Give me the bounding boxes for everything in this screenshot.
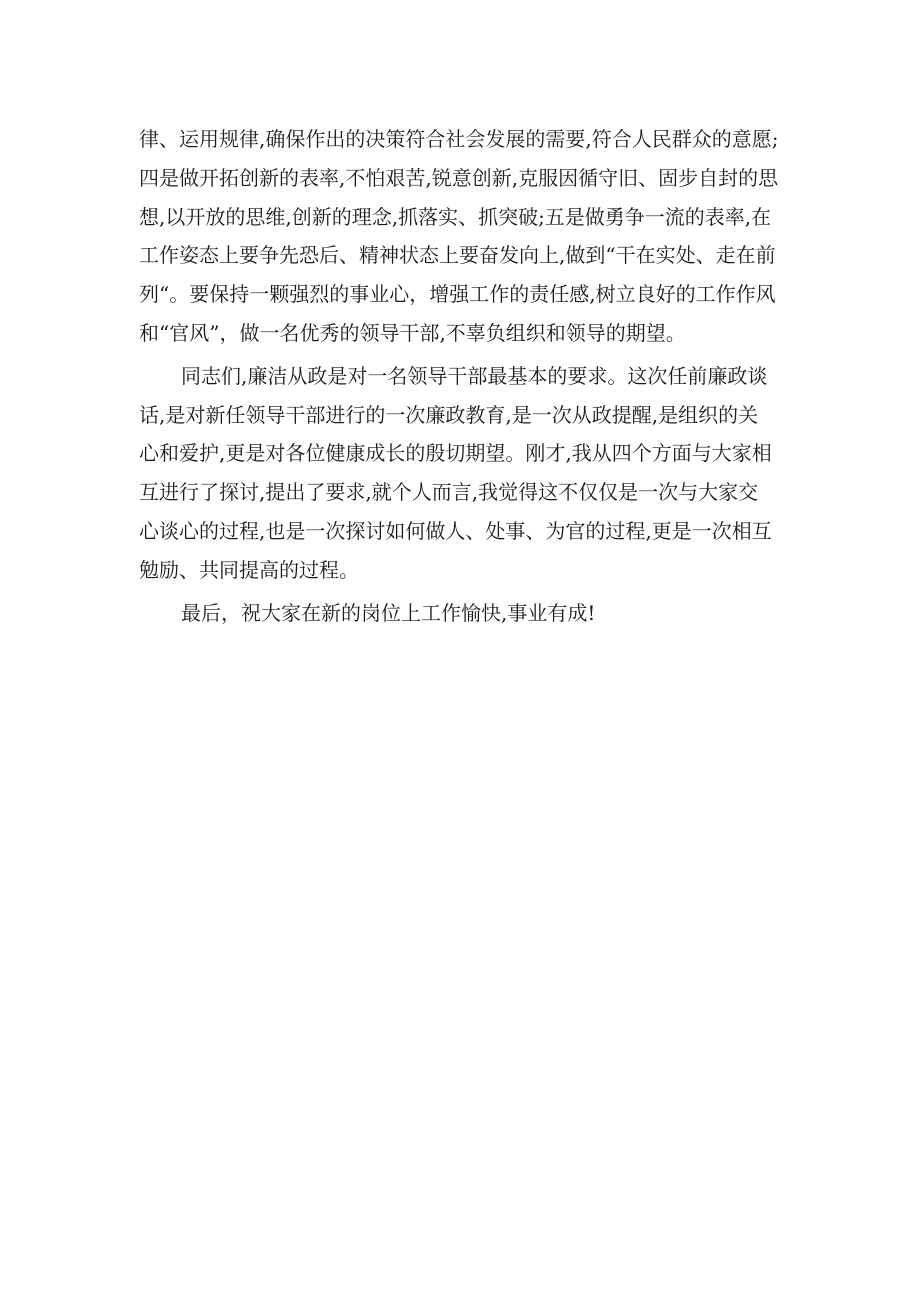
paragraph-line: 话,是对新任领导干部进行的一次廉政教育,是一次从政提醒,是组织的关 bbox=[139, 402, 759, 427]
paragraph-line: 同志们,廉洁从政是对一名领导干部最基本的要求。这次任前廉政谈 bbox=[181, 363, 768, 388]
paragraph-line: 互进行了探讨,提出了要求,就个人而言,我觉得这不仅仅是一次与大家交 bbox=[139, 480, 759, 505]
paragraph-1 bbox=[139, 120, 799, 353]
paragraph-line: 律、运用规律,确保作出的决策符合社会发展的需要,符合人民群众的意愿; bbox=[139, 127, 779, 151]
paragraph-line: 列“。要保持一颗强烈的事业心，增强工作的责任感,树立良好的工作作风 bbox=[139, 282, 776, 307]
paragraph-line: 心谈心的过程,也是一次探讨如何做人、处事、为官的过程,更是一次相互 bbox=[139, 518, 772, 543]
paragraph-3 bbox=[139, 594, 799, 633]
paragraph-line: 工作姿态上要争先恐后、精神状态上要奋发向上,做到“干在实处、走在前 bbox=[139, 243, 776, 268]
paragraph-line: 心和爱护,更是对各位健康成长的殷切期望。刚才,我从四个方面与大家相 bbox=[139, 441, 772, 466]
paragraph-line: 四是做开拓创新的表率,不怕艰苦,锐意创新,克服因循守旧、固步自封的思 bbox=[139, 165, 779, 190]
paragraph-line: 和“官风”，做一名优秀的领导干部,不辜负组织和领导的期望。 bbox=[139, 320, 686, 345]
paragraph-line: 最后，祝大家在新的岗位上工作愉快,事业有成! bbox=[181, 600, 596, 625]
document-body bbox=[139, 120, 799, 632]
paragraph-line: 想,以开放的思维,创新的理念,抓落实、抓突破;五是做勇争一流的表率,在 bbox=[139, 204, 772, 229]
paragraph-2 bbox=[139, 357, 799, 590]
paragraph-line: 勉励、共同提高的过程。 bbox=[139, 557, 359, 582]
